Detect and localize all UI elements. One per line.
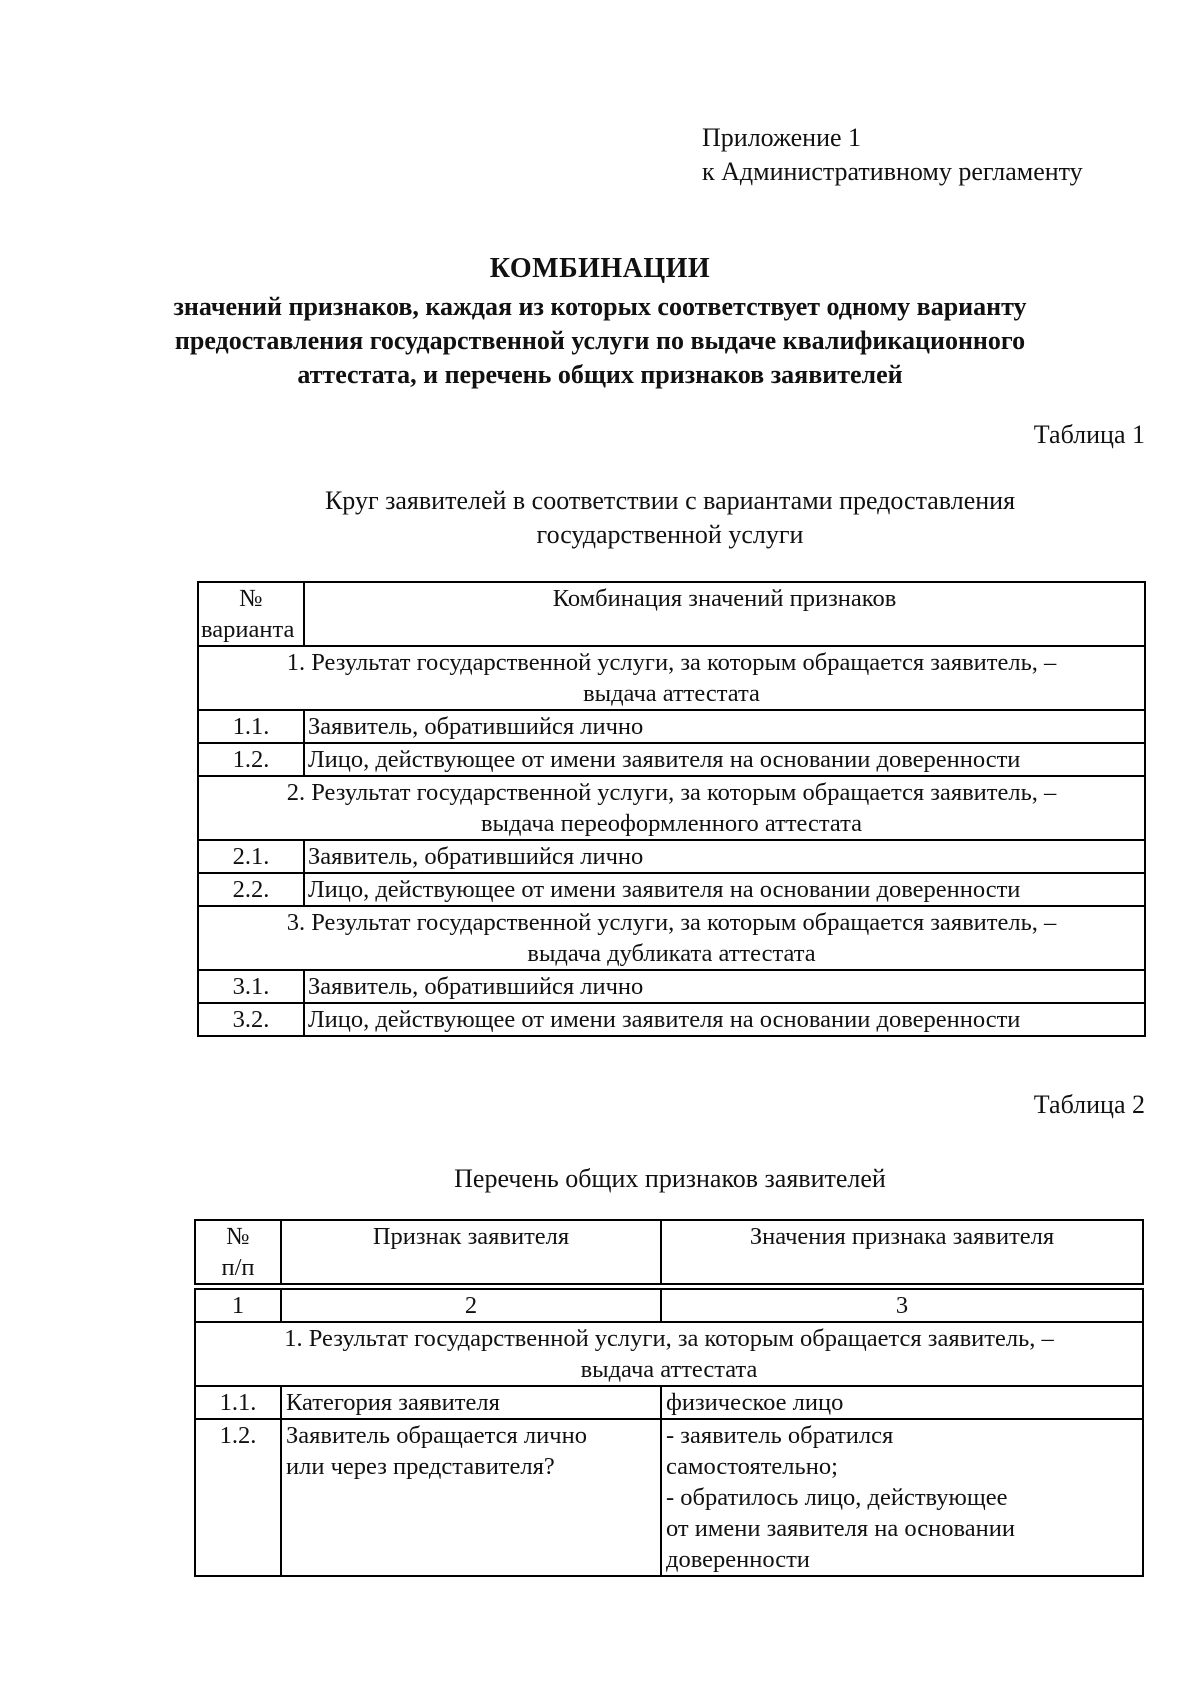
row-feature: Категория заявителя <box>281 1386 661 1419</box>
feature-line: или через представителя? <box>286 1453 555 1480</box>
header-number-line-2: п/п <box>221 1254 255 1281</box>
header-variant-line-1: № <box>239 585 263 612</box>
document-title: КОМБИНАЦИИ <box>489 253 711 284</box>
table2-numbering-row <box>195 1289 1143 1322</box>
row-number: 1.2. <box>195 1419 281 1576</box>
variant-combination: Лицо, действующее от имени заявителя на основании доверенности <box>304 743 1145 776</box>
variant-combination: Заявитель, обратившийся лично <box>304 710 1145 743</box>
group-title-line-1: 3. Результат государственной услуги, за которым обращается заявитель, – <box>286 909 1057 936</box>
table1-group-row <box>198 776 1145 840</box>
table-row <box>198 1003 1145 1036</box>
table2-caption: Перечень общих признаков заявителей <box>454 1164 886 1193</box>
table1-header-row <box>198 582 1145 646</box>
table-row <box>198 873 1145 906</box>
variant-number: 1.1. <box>198 710 304 743</box>
group-title-line-1: 1. Результат государственной услуги, за которым обращается заявитель, – <box>286 649 1057 676</box>
table-row <box>195 1419 1143 1576</box>
group-title-line-2: выдача переоформленного аттестата <box>480 810 863 837</box>
value-line: от имени заявителя на основании <box>666 1515 1015 1542</box>
variant-number: 1.2. <box>198 743 304 776</box>
table1-group-title <box>198 906 1145 970</box>
table-row <box>198 840 1145 873</box>
table2-header-row <box>195 1220 1143 1284</box>
appendix-line-1: Приложение 1 <box>702 123 862 152</box>
table1-header-combination: Комбинация значений признаков <box>304 582 1145 646</box>
variant-number: 2.2. <box>198 873 304 906</box>
table2-label: Таблица 2 <box>1033 1090 1145 1119</box>
row-values <box>661 1419 1143 1576</box>
subtitle-line-2: предоставления государственной услуги по выдаче квалификационного <box>174 326 1026 355</box>
variant-combination: Заявитель, обратившийся лично <box>304 840 1145 873</box>
table1-caption <box>200 484 1140 552</box>
table1-group-row <box>198 646 1145 710</box>
table1-group-title <box>198 646 1145 710</box>
document-subtitle <box>150 290 1050 392</box>
table1-group-title <box>198 776 1145 840</box>
group-title-line-2: выдача дубликата аттестата <box>527 940 816 967</box>
table1-label: Таблица 1 <box>1033 420 1145 449</box>
header-number-line-1: № <box>226 1223 250 1250</box>
variant-combination: Лицо, действующее от имени заявителя на основании доверенности <box>304 873 1145 906</box>
variant-combination: Заявитель, обратившийся лично <box>304 970 1145 1003</box>
subtitle-line-3: аттестата, и перечень общих признаков заявителей <box>297 360 903 389</box>
variant-number: 2.1. <box>198 840 304 873</box>
table-row <box>198 743 1145 776</box>
appendix-reference <box>702 121 1083 189</box>
table1 <box>197 581 1146 1037</box>
value-line: доверенности <box>666 1546 810 1573</box>
table2 <box>194 1219 1144 1577</box>
group-title-line-1: 2. Результат государственной услуги, за которым обращается заявитель, – <box>286 779 1057 806</box>
value-line: самостоятельно; <box>666 1453 838 1480</box>
row-number: 1.1. <box>195 1386 281 1419</box>
table1-caption-line-1: Круг заявителей в соответствии с вариантами предоставления <box>324 486 1016 515</box>
table-row <box>195 1386 1143 1419</box>
group-title-line-1: 1. Результат государственной услуги, за которым обращается заявитель, – <box>284 1325 1054 1352</box>
row-values: физическое лицо <box>661 1386 1143 1419</box>
table2-group-row <box>195 1322 1143 1386</box>
variant-combination: Лицо, действующее от имени заявителя на основании доверенности <box>304 1003 1145 1036</box>
group-title-line-2: выдача аттестата <box>580 1356 758 1383</box>
table2-header-feature: Признак заявителя <box>281 1220 661 1284</box>
value-line: - заявитель обратился <box>666 1422 894 1449</box>
table1-caption-line-2: государственной услуги <box>536 520 804 549</box>
table2-header-number <box>195 1220 281 1284</box>
value-line: - обратилось лицо, действующее <box>666 1484 1008 1511</box>
table2-group-title <box>195 1322 1143 1386</box>
appendix-line-2: к Административному регламенту <box>702 157 1083 186</box>
table-row <box>198 970 1145 1003</box>
subtitle-line-1: значений признаков, каждая из которых соответствует одному варианту <box>173 292 1027 321</box>
group-title-line-2: выдача аттестата <box>583 680 760 707</box>
variant-number: 3.1. <box>198 970 304 1003</box>
header-variant-line-2: варианта <box>201 616 295 643</box>
column-number: 3 <box>661 1289 1143 1322</box>
variant-number: 3.2. <box>198 1003 304 1036</box>
table1-group-row <box>198 906 1145 970</box>
column-number: 1 <box>195 1289 281 1322</box>
table-row <box>198 710 1145 743</box>
table2-header-values: Значения признака заявителя <box>661 1220 1143 1284</box>
table1-header-variant <box>198 582 304 646</box>
row-feature <box>281 1419 661 1576</box>
feature-line: Заявитель обращается лично <box>286 1422 587 1449</box>
column-number: 2 <box>281 1289 661 1322</box>
